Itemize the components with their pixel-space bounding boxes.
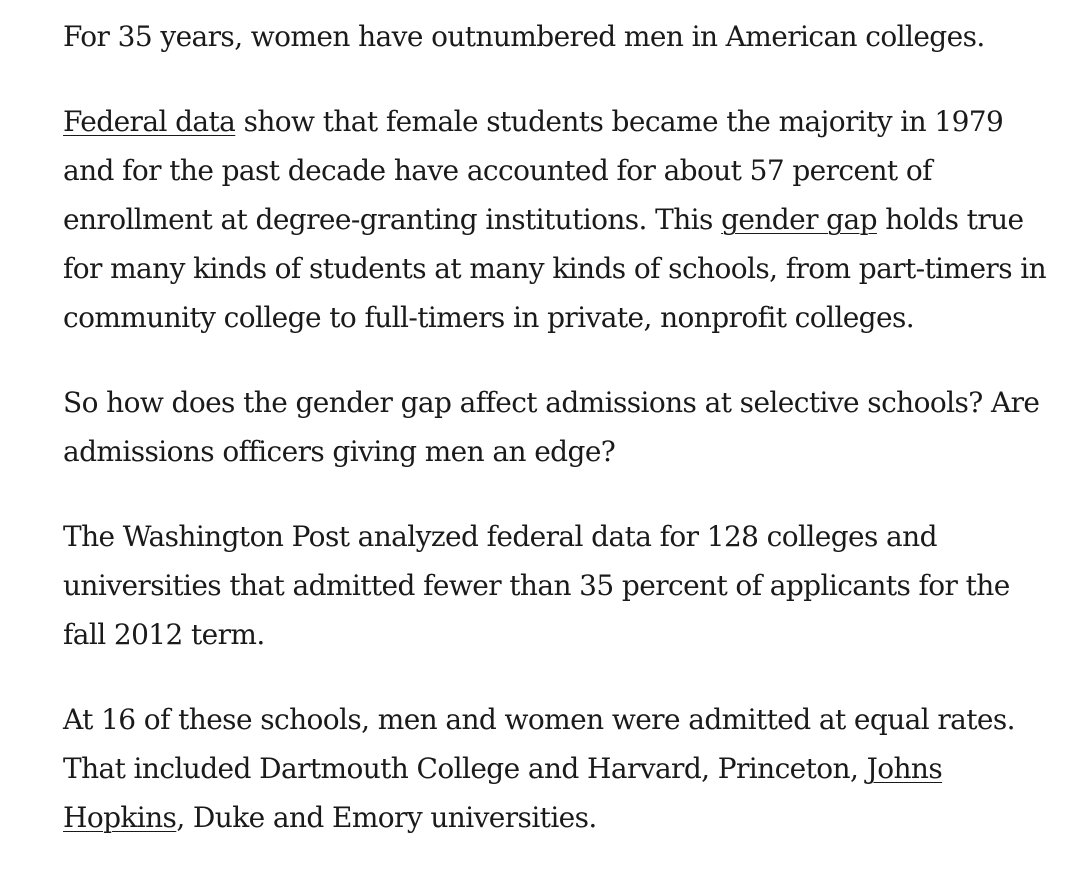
paragraph-question-text: So how does the gender gap affect admissions at selective schools? Are admissions officers giving men an edge? xyxy=(63,386,1040,468)
paragraph-federal-data-text-2: holds true for many kinds of students at many kinds of schools, from part-timers in community college to full-timers in private, nonprofit colleges. xyxy=(63,203,1047,334)
paragraph-federal-data-text-1: show that female students became the majority in 1979 and for the past decade have accounted for about 57 percent of enrollment at degree-granting institutions. This xyxy=(63,105,1004,236)
paragraph-equal-rates xyxy=(63,695,1053,842)
paragraph-equal-rates-text-1: At 16 of these schools, men and women were admitted at equal rates. That included Dartmouth College and Harvard, Princeton, xyxy=(63,703,1015,785)
paragraph-analysis xyxy=(63,512,1053,659)
paragraph-question xyxy=(63,378,1053,476)
paragraph-analysis-text: The Washington Post analyzed federal data for 128 colleges and universities that admitted fewer than 35 percent of applicants for the fall 2012 term. xyxy=(63,520,1010,651)
paragraph-intro xyxy=(63,12,1053,61)
johns-hopkins-link[interactable]: Johns Hopkins xyxy=(63,752,943,834)
article-body xyxy=(63,12,1053,878)
paragraph-equal-rates-text-2: , Duke and Emory universities. xyxy=(176,801,597,834)
gender-gap-link[interactable]: gender gap xyxy=(721,203,877,236)
paragraph-intro-text: For 35 years, women have outnumbered men in American colleges. xyxy=(63,20,985,53)
paragraph-federal-data xyxy=(63,97,1053,342)
federal-data-link[interactable]: Federal data xyxy=(63,105,236,138)
